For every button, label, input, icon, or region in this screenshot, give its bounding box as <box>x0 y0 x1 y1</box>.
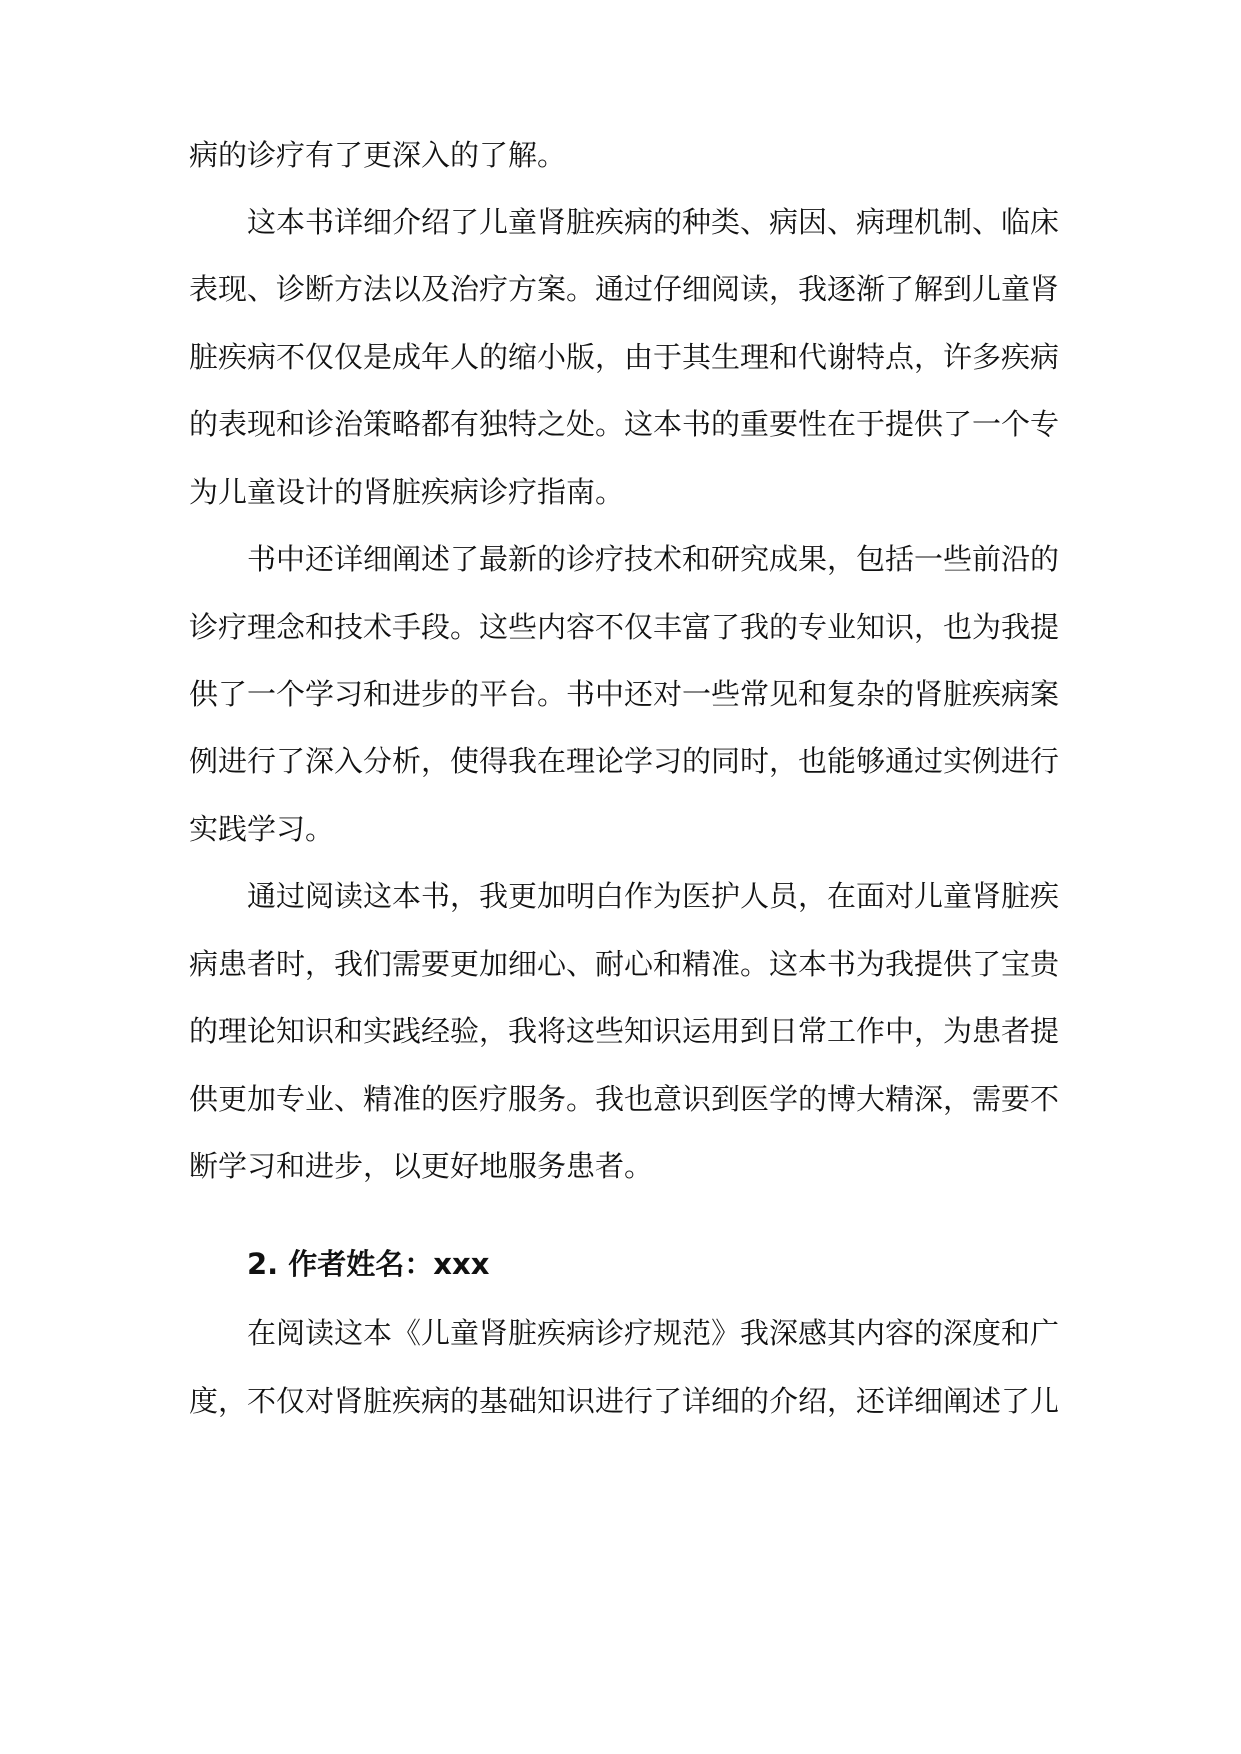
section-heading: 2. 作者姓名：xxx <box>247 1247 490 1281</box>
paragraph-line: 病的诊疗有了更深入的了解。 <box>189 138 567 172</box>
paragraph-line: 实践学习。 <box>189 812 335 846</box>
paragraph-line: 例进行了深入分析，使得我在理论学习的同时，也能够通过实例进行 <box>189 744 1060 778</box>
paragraph-line: 通过阅读这本书，我更加明白作为医护人员，在面对儿童肾脏疾 <box>247 879 1060 913</box>
paragraph-line: 脏疾病不仅仅是成年人的缩小版，由于其生理和代谢特点，许多疾病 <box>189 340 1060 374</box>
paragraph-line: 为儿童设计的肾脏疾病诊疗指南。 <box>189 475 625 509</box>
paragraph-line: 书中还详细阐述了最新的诊疗技术和研究成果，包括一些前沿的 <box>247 542 1060 576</box>
paragraph-line: 供更加专业、精准的医疗服务。我也意识到医学的博大精深，需要不 <box>189 1082 1060 1116</box>
paragraph-line: 供了一个学习和进步的平台。书中还对一些常见和复杂的肾脏疾病案 <box>189 677 1060 711</box>
paragraph-line: 这本书详细介绍了儿童肾脏疾病的种类、病因、病理机制、临床 <box>247 205 1060 239</box>
paragraph-line: 诊疗理念和技术手段。这些内容不仅丰富了我的专业知识，也为我提 <box>189 610 1060 644</box>
paragraph-line: 病患者时，我们需要更加细心、耐心和精准。这本书为我提供了宝贵 <box>189 947 1060 981</box>
paragraph-line: 度，不仅对肾脏疾病的基础知识进行了详细的介绍，还详细阐述了儿 <box>189 1384 1060 1418</box>
paragraph-line: 表现、诊断方法以及治疗方案。通过仔细阅读，我逐渐了解到儿童肾 <box>189 272 1060 306</box>
paragraph-line: 在阅读这本《儿童肾脏疾病诊疗规范》我深感其内容的深度和广 <box>247 1316 1060 1350</box>
paragraph-line: 的表现和诊治策略都有独特之处。这本书的重要性在于提供了一个专 <box>189 407 1060 441</box>
paragraph-line: 的理论知识和实践经验，我将这些知识运用到日常工作中，为患者提 <box>189 1014 1060 1048</box>
paragraph-line: 断学习和进步，以更好地服务患者。 <box>189 1149 654 1183</box>
